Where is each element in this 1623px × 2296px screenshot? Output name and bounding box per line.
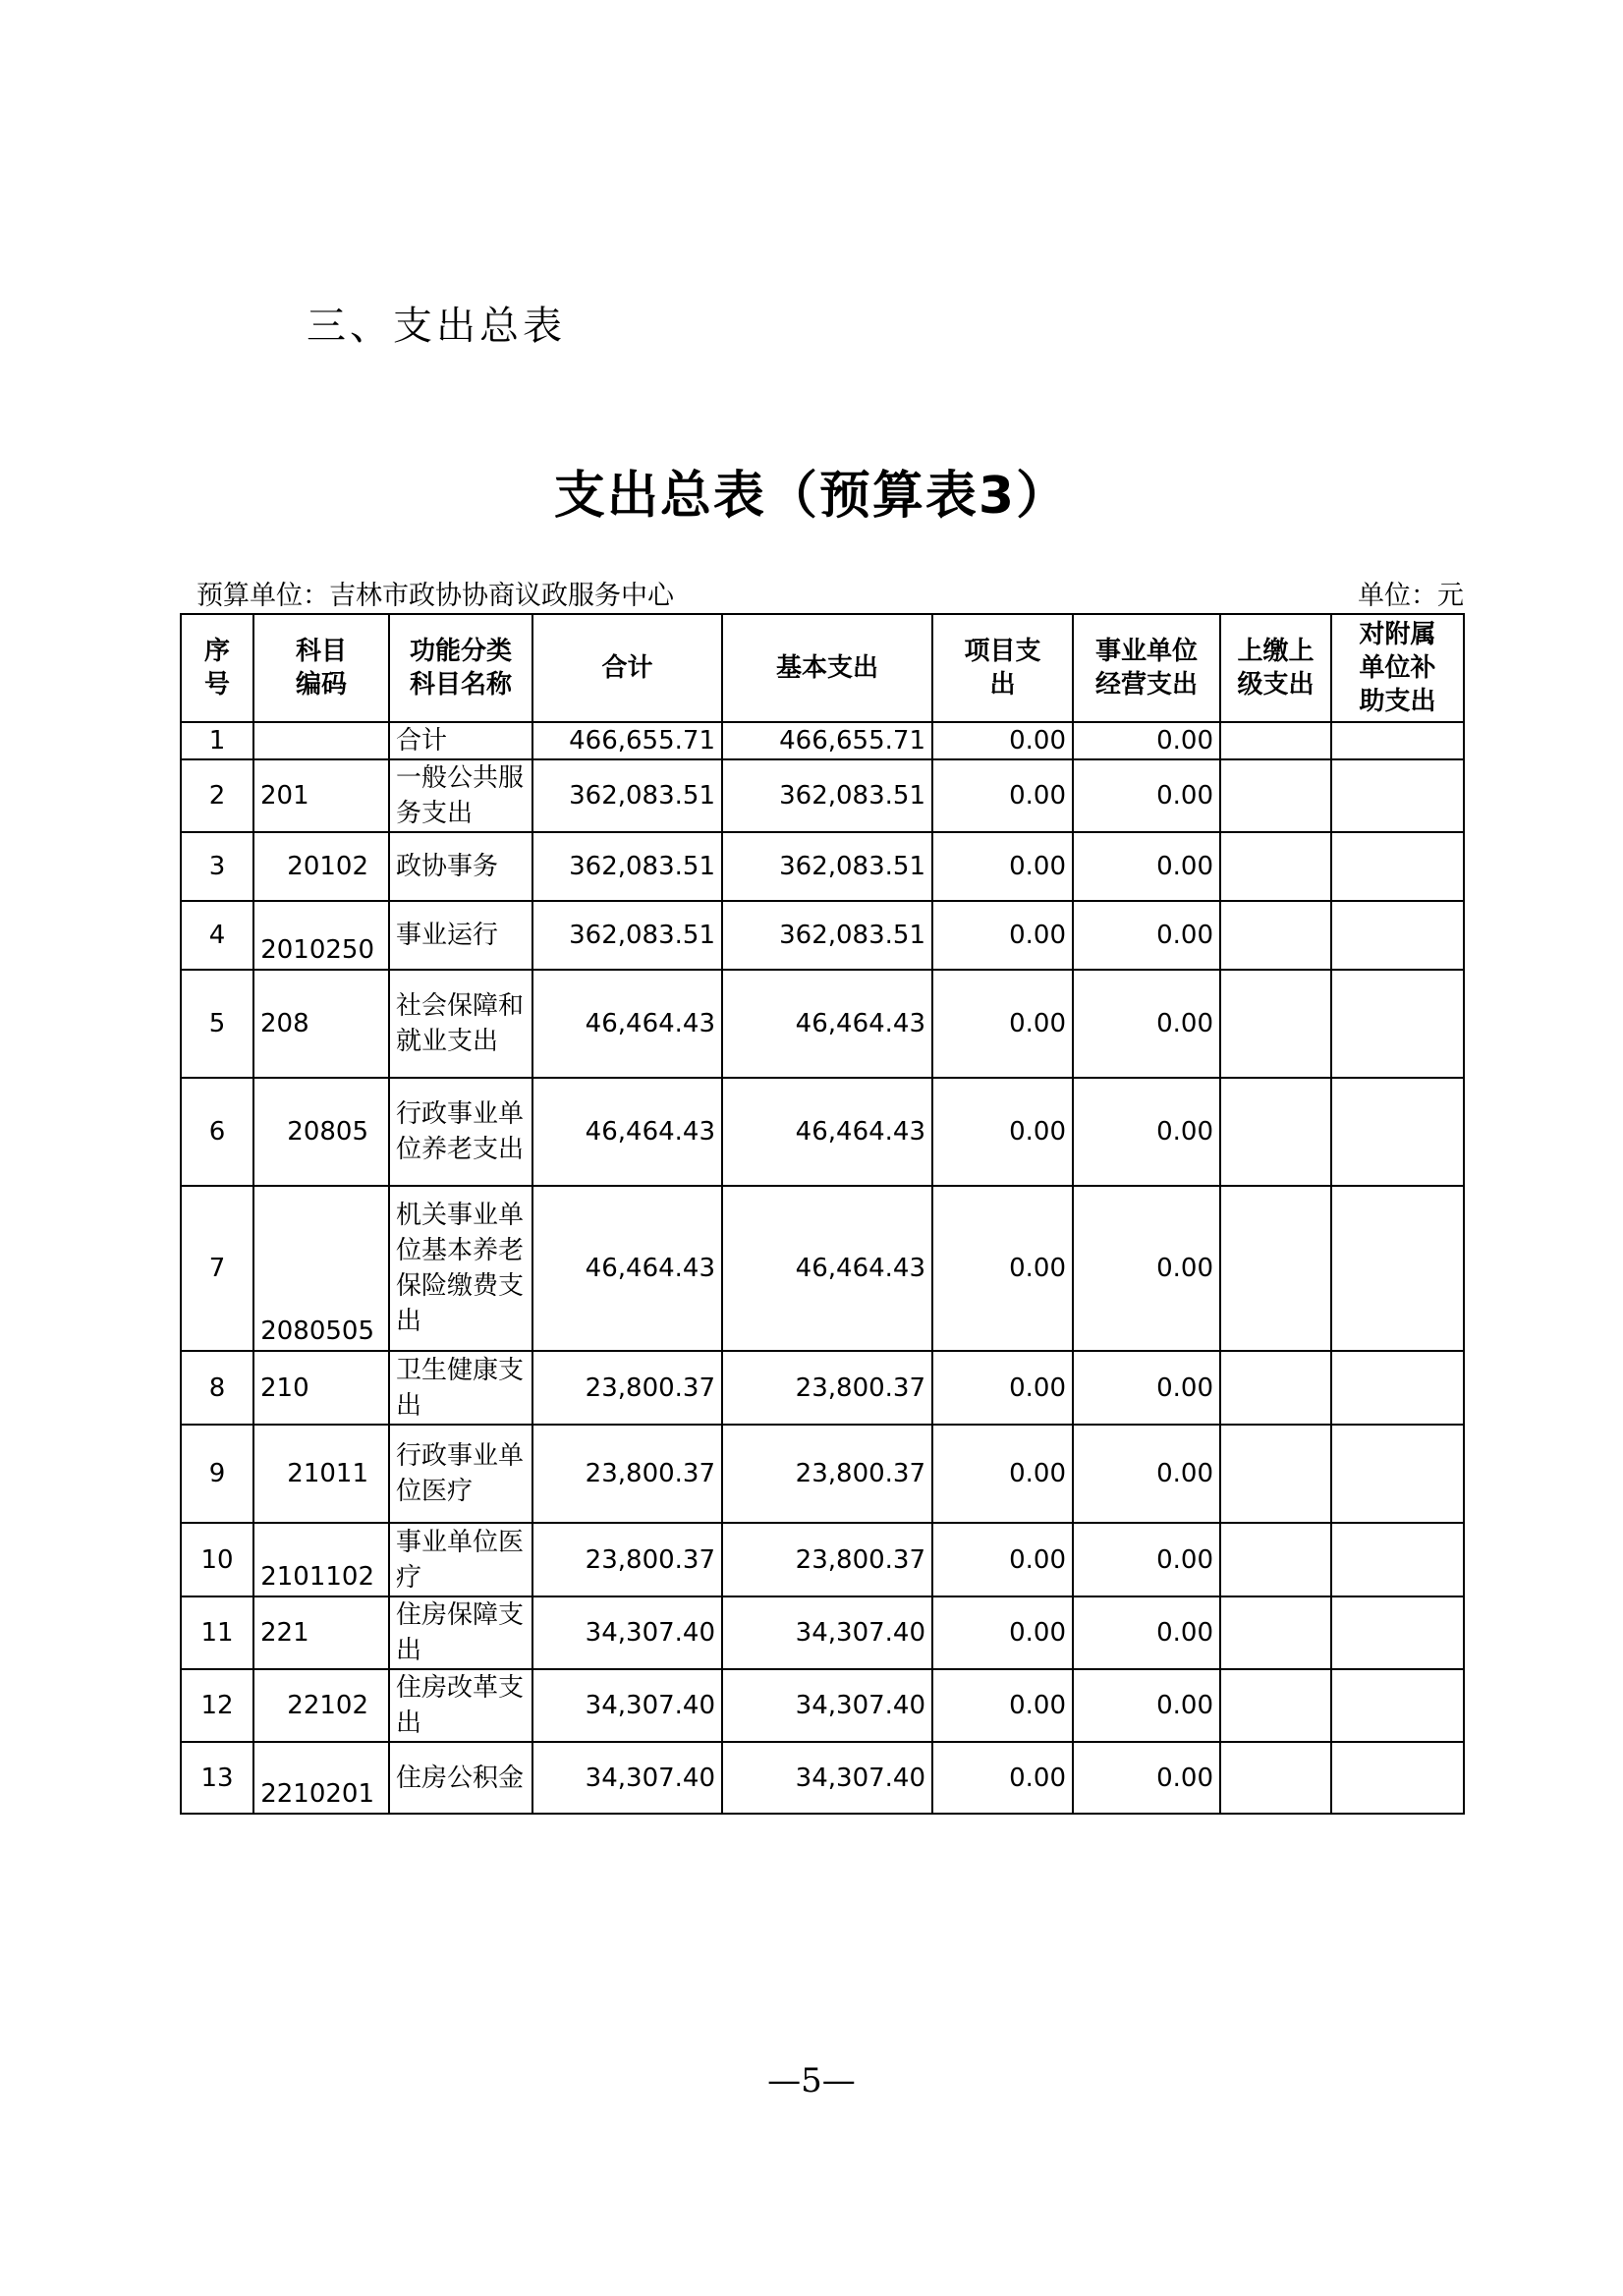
cell-operating: 0.00: [1073, 1596, 1220, 1669]
cell-upper: [1220, 722, 1331, 759]
cell-upper: [1220, 1186, 1331, 1351]
cell-project: 0.00: [932, 1523, 1073, 1596]
cell-code: 20805: [253, 1078, 389, 1186]
cell-project: 0.00: [932, 759, 1073, 832]
currency-unit-label: 单位：元: [1358, 581, 1464, 611]
table-row: [181, 970, 1464, 1078]
cell-operating: 0.00: [1073, 1425, 1220, 1523]
cell-name: 卫生健康支出: [389, 1351, 532, 1425]
table-row: [181, 759, 1464, 832]
cell-subsidy: [1331, 1742, 1464, 1814]
cell-upper: [1220, 1425, 1331, 1523]
cell-upper: [1220, 759, 1331, 832]
cell-basic: 34,307.40: [722, 1742, 932, 1814]
cell-total: 34,307.40: [532, 1596, 722, 1669]
cell-upper: [1220, 1596, 1331, 1669]
table-body: [181, 722, 1464, 1814]
cell-basic: 362,083.51: [722, 832, 932, 901]
cell-operating: 0.00: [1073, 901, 1220, 970]
table-row: [181, 1742, 1464, 1814]
budget-unit-label: 预算单位：吉林市政协协商议政服务中心: [196, 581, 674, 611]
cell-subsidy: [1331, 1078, 1464, 1186]
table-row: [181, 1186, 1464, 1351]
cell-subsidy: [1331, 832, 1464, 901]
cell-project: 0.00: [932, 722, 1073, 759]
col-header-name: 功能分类科目名称: [389, 614, 532, 722]
cell-idx: 9: [181, 1425, 253, 1523]
cell-basic: 34,307.40: [722, 1669, 932, 1742]
table-row: [181, 1351, 1464, 1425]
table-row: [181, 1425, 1464, 1523]
cell-total: 46,464.43: [532, 970, 722, 1078]
cell-total: 46,464.43: [532, 1186, 722, 1351]
cell-operating: 0.00: [1073, 1669, 1220, 1742]
cell-basic: 466,655.71: [722, 722, 932, 759]
table-header-row: [181, 614, 1464, 722]
cell-idx: 10: [181, 1523, 253, 1596]
col-header-subsidy: 对附属单位补助支出: [1331, 614, 1464, 722]
cell-code: 2080505: [253, 1186, 389, 1351]
cell-name: 机关事业单位基本养老保险缴费支出: [389, 1186, 532, 1351]
cell-code: 2010250: [253, 901, 389, 970]
table-row: [181, 1669, 1464, 1742]
cell-subsidy: [1331, 970, 1464, 1078]
cell-basic: 23,800.37: [722, 1425, 932, 1523]
cell-name: 住房保障支出: [389, 1596, 532, 1669]
cell-basic: 362,083.51: [722, 901, 932, 970]
cell-total: 34,307.40: [532, 1669, 722, 1742]
cell-total: 23,800.37: [532, 1425, 722, 1523]
col-header-code: 科目编码: [253, 614, 389, 722]
cell-operating: 0.00: [1073, 1351, 1220, 1425]
cell-code: 2210201: [253, 1742, 389, 1814]
cell-total: 23,800.37: [532, 1523, 722, 1596]
cell-code: 20102: [253, 832, 389, 901]
cell-name: 社会保障和就业支出: [389, 970, 532, 1078]
cell-basic: 46,464.43: [722, 1186, 932, 1351]
cell-idx: 6: [181, 1078, 253, 1186]
cell-project: 0.00: [932, 1669, 1073, 1742]
cell-code: 210: [253, 1351, 389, 1425]
cell-subsidy: [1331, 722, 1464, 759]
cell-project: 0.00: [932, 1186, 1073, 1351]
table-title: 支出总表（预算表3）: [553, 467, 1070, 526]
table-row: [181, 901, 1464, 970]
cell-upper: [1220, 1523, 1331, 1596]
cell-operating: 0.00: [1073, 1078, 1220, 1186]
cell-subsidy: [1331, 1425, 1464, 1523]
cell-project: 0.00: [932, 970, 1073, 1078]
cell-upper: [1220, 1669, 1331, 1742]
cell-subsidy: [1331, 901, 1464, 970]
cell-subsidy: [1331, 1669, 1464, 1742]
cell-code: 208: [253, 970, 389, 1078]
cell-idx: 4: [181, 901, 253, 970]
cell-code: 201: [253, 759, 389, 832]
cell-idx: 2: [181, 759, 253, 832]
cell-operating: 0.00: [1073, 722, 1220, 759]
cell-operating: 0.00: [1073, 1186, 1220, 1351]
cell-project: 0.00: [932, 832, 1073, 901]
cell-idx: 13: [181, 1742, 253, 1814]
cell-upper: [1220, 832, 1331, 901]
cell-upper: [1220, 1078, 1331, 1186]
cell-idx: 5: [181, 970, 253, 1078]
cell-basic: 362,083.51: [722, 759, 932, 832]
cell-idx: 1: [181, 722, 253, 759]
cell-name: 政协事务: [389, 832, 532, 901]
cell-subsidy: [1331, 1351, 1464, 1425]
cell-operating: 0.00: [1073, 832, 1220, 901]
cell-upper: [1220, 970, 1331, 1078]
cell-name: 事业运行: [389, 901, 532, 970]
cell-idx: 12: [181, 1669, 253, 1742]
cell-idx: 11: [181, 1596, 253, 1669]
col-header-operating: 事业单位经营支出: [1073, 614, 1220, 722]
cell-operating: 0.00: [1073, 970, 1220, 1078]
cell-project: 0.00: [932, 901, 1073, 970]
cell-code: 221: [253, 1596, 389, 1669]
expenditure-table: [180, 613, 1465, 1815]
cell-idx: 7: [181, 1186, 253, 1351]
cell-code: [253, 722, 389, 759]
cell-code: 22102: [253, 1669, 389, 1742]
cell-operating: 0.00: [1073, 759, 1220, 832]
cell-total: 46,464.43: [532, 1078, 722, 1186]
table-row: [181, 1078, 1464, 1186]
cell-subsidy: [1331, 1186, 1464, 1351]
cell-operating: 0.00: [1073, 1523, 1220, 1596]
col-header-project: 项目支出: [932, 614, 1073, 722]
col-header-idx: 序号: [181, 614, 253, 722]
cell-name: 行政事业单位医疗: [389, 1425, 532, 1523]
cell-subsidy: [1331, 1596, 1464, 1669]
col-header-upper: 上缴上级支出: [1220, 614, 1331, 722]
cell-total: 362,083.51: [532, 759, 722, 832]
cell-operating: 0.00: [1073, 1742, 1220, 1814]
cell-code: 2101102: [253, 1523, 389, 1596]
cell-total: 362,083.51: [532, 832, 722, 901]
col-header-basic: 基本支出: [722, 614, 932, 722]
cell-name: 一般公共服务支出: [389, 759, 532, 832]
cell-code: 21011: [253, 1425, 389, 1523]
section-heading: 三、支出总表: [307, 304, 566, 349]
cell-project: 0.00: [932, 1425, 1073, 1523]
cell-basic: 23,800.37: [722, 1523, 932, 1596]
table-row: [181, 1596, 1464, 1669]
cell-total: 466,655.71: [532, 722, 722, 759]
cell-total: 23,800.37: [532, 1351, 722, 1425]
cell-subsidy: [1331, 759, 1464, 832]
table-row: [181, 832, 1464, 901]
cell-upper: [1220, 1351, 1331, 1425]
cell-idx: 8: [181, 1351, 253, 1425]
cell-name: 住房改革支出: [389, 1669, 532, 1742]
cell-name: 合计: [389, 722, 532, 759]
cell-basic: 46,464.43: [722, 1078, 932, 1186]
cell-total: 34,307.40: [532, 1742, 722, 1814]
cell-project: 0.00: [932, 1596, 1073, 1669]
cell-total: 362,083.51: [532, 901, 722, 970]
cell-name: 住房公积金: [389, 1742, 532, 1814]
cell-name: 事业单位医疗: [389, 1523, 532, 1596]
cell-project: 0.00: [932, 1078, 1073, 1186]
col-header-total: 合计: [532, 614, 722, 722]
cell-upper: [1220, 901, 1331, 970]
cell-basic: 23,800.37: [722, 1351, 932, 1425]
cell-project: 0.00: [932, 1742, 1073, 1814]
cell-name: 行政事业单位养老支出: [389, 1078, 532, 1186]
cell-basic: 34,307.40: [722, 1596, 932, 1669]
cell-idx: 3: [181, 832, 253, 901]
cell-upper: [1220, 1742, 1331, 1814]
table-row: [181, 722, 1464, 759]
cell-project: 0.00: [932, 1351, 1073, 1425]
cell-basic: 46,464.43: [722, 970, 932, 1078]
page-number: —5—: [767, 2061, 856, 2100]
table-row: [181, 1523, 1464, 1596]
cell-subsidy: [1331, 1523, 1464, 1596]
